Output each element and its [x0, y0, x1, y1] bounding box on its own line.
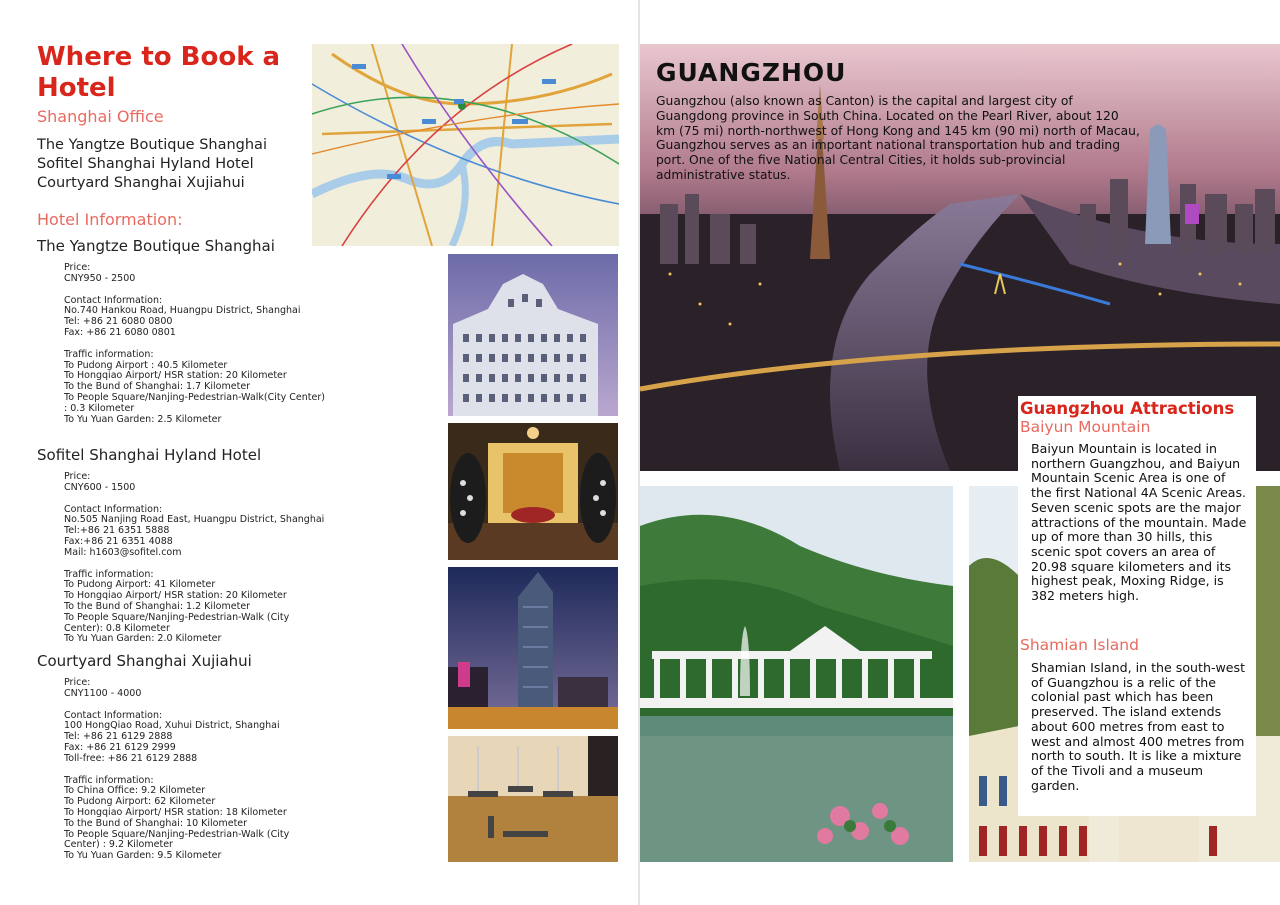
traffic-label: Traffic information:: [64, 568, 154, 580]
attractions-title: Guangzhou Attractions: [1020, 399, 1235, 418]
contact-label: Contact Information:: [64, 503, 163, 515]
hotel-details: [64, 263, 437, 425]
traffic-label: Traffic information:: [64, 348, 154, 360]
contact-email[interactable]: Mail: h1603@sofitel.com: [64, 546, 182, 558]
traffic-line: To Yu Yuan Garden: 2.0 Kilometer: [64, 633, 222, 645]
hotel-block-courtyard: [37, 652, 437, 862]
right-page: [640, 0, 1280, 905]
traffic-line: To the Bund of Shanghai: 1.2 Kilometer: [64, 600, 251, 612]
price-value: CNY950 - 2500: [64, 272, 136, 284]
traffic-line: To Pudong Airport: 41 Kilometer: [64, 579, 216, 591]
traffic-label: Traffic information:: [64, 774, 154, 786]
page-title: Where to Book a Hotel: [37, 42, 281, 103]
contact-line: 100 HongQiao Road, Xuhui District, Shanghai: [64, 720, 280, 732]
attraction-name-baiyun: Baiyun Mountain: [1020, 418, 1151, 436]
traffic-line: To People Square/Nanjing-Pedestrian-Walk(City Center): [64, 391, 325, 403]
hotel-block-yangtze: [37, 237, 437, 425]
hotel-name: Sofitel Shanghai Hyland Hotel: [37, 446, 262, 464]
hotel-summary-item: Courtyard Shanghai Xujiahui: [37, 175, 245, 191]
contact-line: Fax:+86 21 6351 4088: [64, 535, 173, 547]
attraction-text-baiyun: Baiyun Mountain is located in northern Guangzhou, and Baiyun Mountain Scenic Area is one of the first National 4A Scenic Areas. Seven scenic spots are the major attractions of the mountain. Made up of more than 30 hills, this scenic spot covers an area of 20.98 square kilometers and its highest peak, Moxing Ridge, is 382 meters high.: [1031, 441, 1247, 604]
contact-label: Contact Information:: [64, 294, 163, 306]
contact-line: Tel: +86 21 6080 0800: [64, 316, 173, 328]
contact-line: Fax: +86 21 6129 2999: [64, 741, 176, 753]
traffic-line: To Hongqiao Airport/ HSR station: 20 Kilometer: [64, 370, 287, 382]
courtyard-exterior-photo: [448, 567, 618, 729]
price-label: Price:: [64, 471, 91, 482]
traffic-line: Center) : 9.2 Kilometer: [64, 839, 173, 851]
contact-line: Tel: +86 21 6129 2888: [64, 731, 173, 743]
city-title: GUANGZHOU: [656, 58, 847, 87]
hotel-summary-item: The Yangtze Boutique Shanghai: [37, 137, 267, 153]
hotel-summary-item: Sofitel Shanghai Hyland Hotel: [37, 156, 254, 172]
traffic-line: Center): 0.8 Kilometer: [64, 622, 170, 634]
price-label: Price:: [64, 677, 91, 688]
traffic-line: To the Bund of Shanghai: 10 Kilometer: [64, 817, 248, 829]
contact-line: Tel:+86 21 6351 5888: [64, 525, 170, 537]
shanghai-map: [312, 44, 619, 246]
hotel-details: [64, 472, 437, 645]
hotel-info-heading: Hotel Information:: [37, 210, 183, 229]
city-description: Guangzhou (also known as Canton) is the capital and largest city of Guangdong province in South China. Located on the Pearl River, about 120 km (75 mi) north-northwest of Hong Kong and 145 km (90 mi) north of Macau, Guangzhou serves as an important national transportation hub and trading port. One of the five National Central Cities, it holds sub-provincial administrative status.: [656, 94, 1140, 182]
hotel-block-sofitel: [37, 446, 437, 645]
hotel-gym-photo: [448, 736, 618, 862]
contact-line: No.740 Hankou Road, Huangpu District, Shanghai: [64, 305, 301, 317]
price-label: Price:: [64, 262, 91, 273]
contact-label: Contact Information:: [64, 709, 163, 721]
attraction-text-shamian: Shamian Island, in the south-west of Guangzhou is a relic of the colonial past which has been preserved. The island extends about 600 metres from east to west and almost 400 metres from north to south. It is like a mixture of the Tivoli and a museum garden.: [1031, 660, 1246, 793]
sofitel-lobby-photo: [448, 423, 618, 560]
attractions-panel: [1018, 396, 1256, 816]
traffic-line: : 0.3 Kilometer: [64, 402, 135, 414]
office-label: Shanghai Office: [37, 107, 164, 126]
hotel-summary-list: [37, 136, 267, 193]
price-value: CNY600 - 1500: [64, 481, 136, 493]
contact-line: No.505 Nanjing Road East, Huangpu District, Shanghai: [64, 514, 325, 526]
attraction-name-shamian: Shamian Island: [1020, 636, 1139, 654]
traffic-line: To Yu Yuan Garden: 9.5 Kilometer: [64, 850, 222, 862]
hotel-details: [64, 678, 437, 862]
yangtze-hotel-photo: [448, 254, 618, 416]
traffic-line: To People Square/Nanjing-Pedestrian-Walk (City: [64, 828, 290, 840]
contact-line: Toll-free: +86 21 6129 2888: [64, 752, 198, 764]
traffic-line: To Pudong Airport: 62 Kilometer: [64, 796, 216, 808]
traffic-line: To People Square/Nanjing-Pedestrian-Walk (City: [64, 611, 290, 623]
contact-line: Fax: +86 21 6080 0801: [64, 326, 176, 338]
hotel-name: Courtyard Shanghai Xujiahui: [37, 652, 252, 670]
traffic-line: To Hongqiao Airport/ HSR station: 20 Kilometer: [64, 590, 287, 602]
price-value: CNY1100 - 4000: [64, 687, 142, 699]
baiyun-mountain-photo: [640, 486, 953, 862]
hotel-name: The Yangtze Boutique Shanghai: [37, 237, 275, 255]
traffic-line: To China Office: 9.2 Kilometer: [64, 785, 206, 797]
traffic-line: To Pudong Airport : 40.5 Kilometer: [64, 359, 228, 371]
traffic-line: To Hongqiao Airport/ HSR station: 18 Kilometer: [64, 806, 287, 818]
traffic-line: To Yu Yuan Garden: 2.5 Kilometer: [64, 413, 222, 425]
traffic-line: To the Bund of Shanghai: 1.7 Kilometer: [64, 381, 251, 393]
